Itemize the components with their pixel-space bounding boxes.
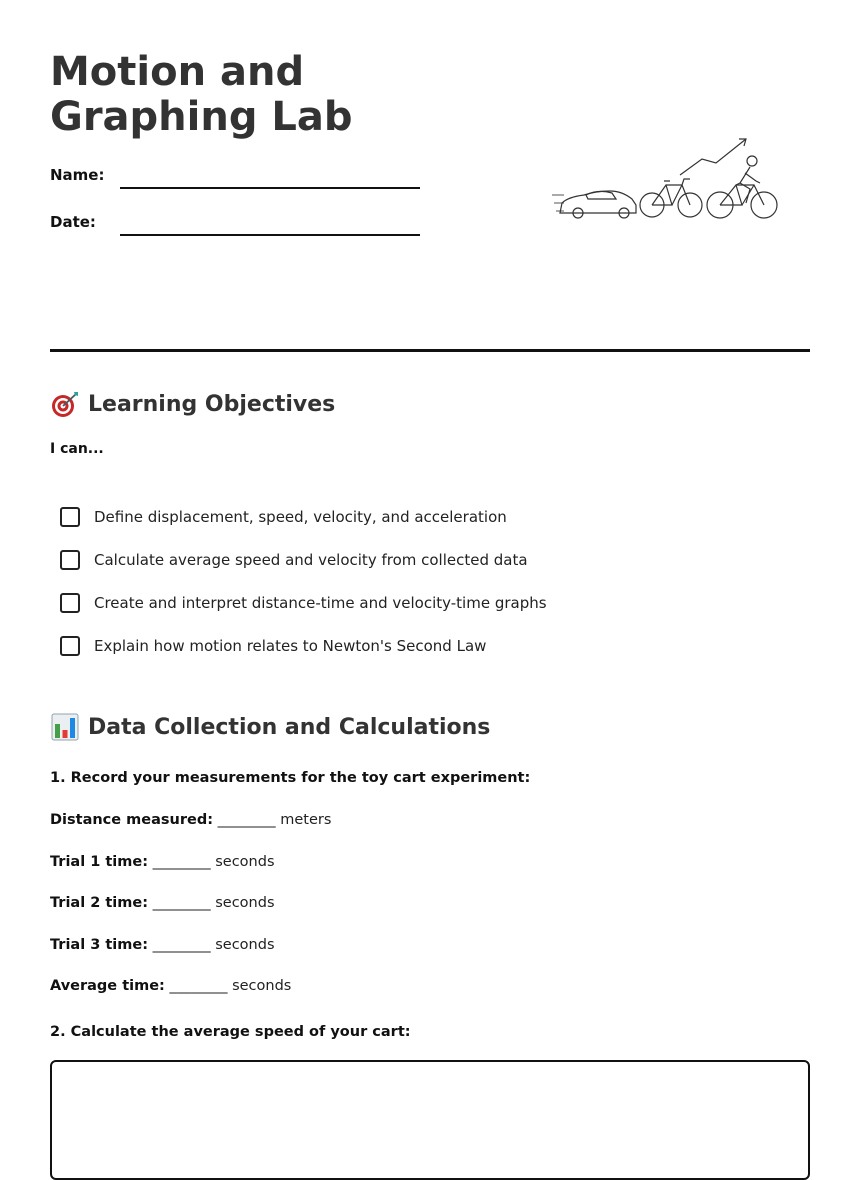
objective-item[interactable] (60, 636, 486, 656)
objective-text: Calculate average speed and velocity from collected data (94, 551, 528, 569)
measurement-blank[interactable]: ________ (152, 854, 211, 870)
answer-box[interactable] (50, 1060, 810, 1180)
data-heading-text: Data Collection and Calculations (88, 714, 491, 740)
page-title: Motion and Graphing Lab (50, 49, 353, 140)
question-1: 1. Record your measurements for the toy cart experiment: (50, 770, 531, 786)
objective-item[interactable] (60, 550, 528, 570)
objective-text: Create and interpret distance-time and velocity-time graphs (94, 594, 547, 612)
objective-text: Explain how motion relates to Newton's Second Law (94, 637, 487, 655)
measurement-blank[interactable]: ________ (217, 812, 276, 828)
measurement-blank[interactable]: ________ (152, 937, 211, 953)
objective-checkbox[interactable] (60, 550, 80, 570)
car-icon (560, 191, 636, 213)
date-field[interactable] (120, 234, 420, 236)
objective-item[interactable] (60, 593, 547, 613)
section-divider (50, 349, 810, 352)
measurement-row: Distance measured: ________ meters (50, 812, 332, 828)
rising-arrow-icon (680, 139, 746, 175)
measurement-row: Trial 3 time: ________ seconds (50, 937, 275, 953)
question-2: 2. Calculate the average speed of your cart: (50, 1024, 411, 1040)
name-label: Name: (50, 166, 105, 184)
name-field[interactable] (120, 187, 420, 189)
measurement-blank[interactable]: ________ (169, 978, 228, 994)
target-icon (50, 389, 80, 419)
date-label: Date: (50, 213, 96, 231)
measurement-row: Trial 2 time: ________ seconds (50, 895, 275, 911)
objective-checkbox[interactable] (60, 636, 80, 656)
objective-text: Define displacement, speed, velocity, and acceleration (94, 508, 507, 526)
cyclist-icon (707, 156, 777, 218)
objectives-heading (50, 389, 335, 419)
data-heading (50, 712, 490, 742)
measurement-row: Average time: ________ seconds (50, 978, 292, 994)
objective-item[interactable] (60, 507, 507, 527)
worksheet-page (50, 0, 810, 1161)
measurement-row: Trial 1 time: ________ seconds (50, 854, 275, 870)
objectives-heading-text: Learning Objectives (88, 391, 336, 417)
objective-checkbox[interactable] (60, 507, 80, 527)
bicycle-icon (640, 179, 702, 217)
bar-chart-icon (50, 712, 80, 742)
measurement-blank[interactable]: ________ (152, 895, 211, 911)
objective-checkbox[interactable] (60, 593, 80, 613)
objectives-intro: I can... (50, 441, 104, 457)
motion-illustration (550, 125, 790, 225)
